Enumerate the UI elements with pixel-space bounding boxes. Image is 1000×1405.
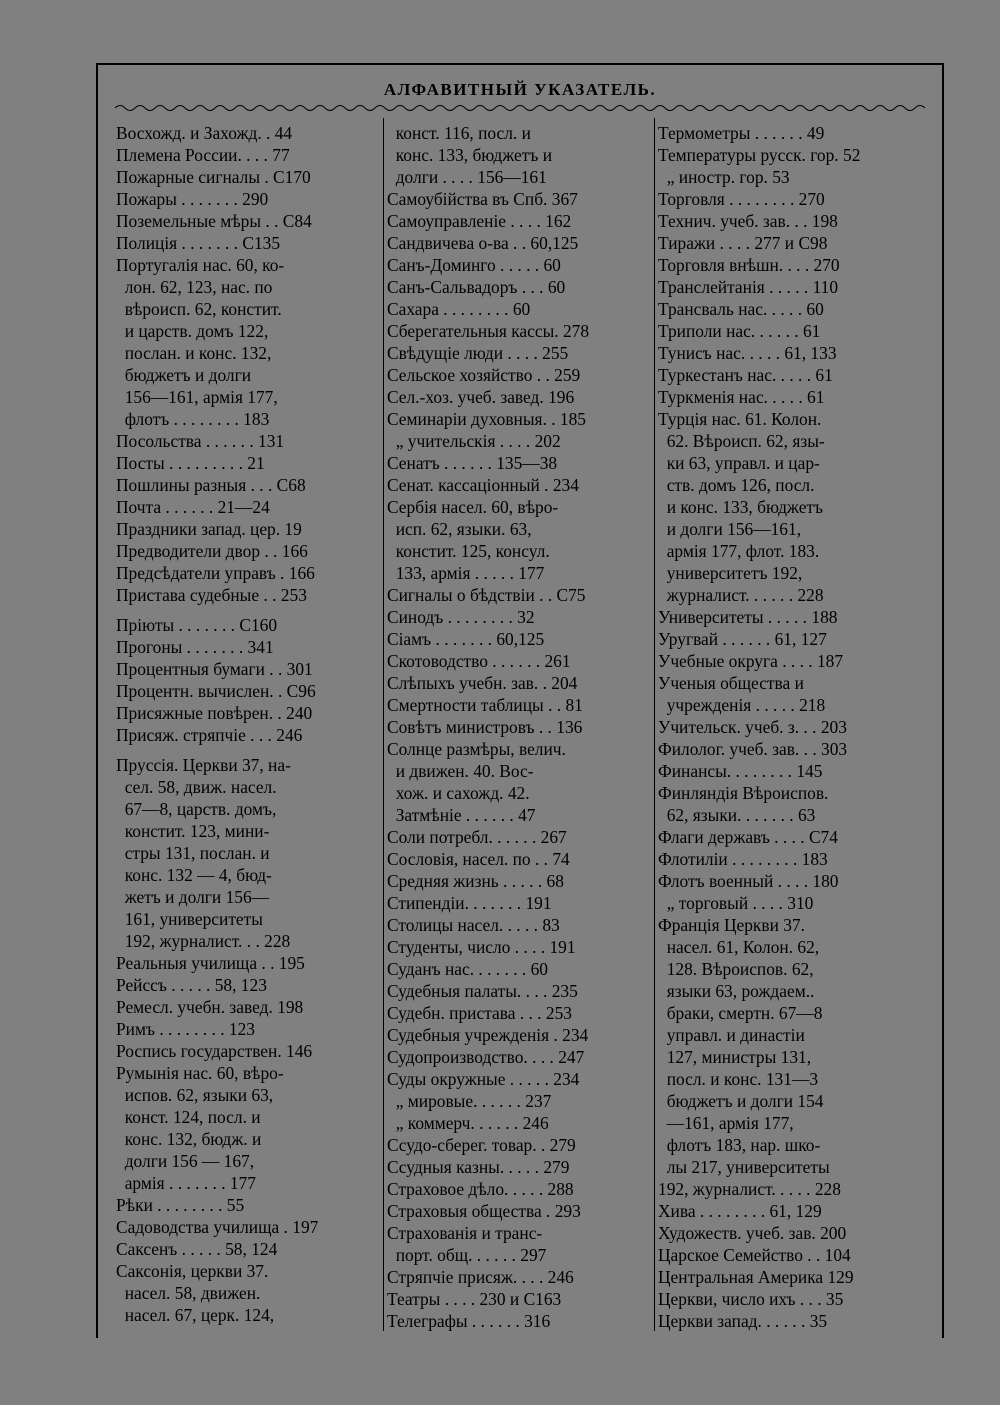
index-entry: конст. 124, посл. и — [116, 1107, 261, 1127]
index-entry: Сіамъ . . . . . . . 60,125 — [387, 629, 545, 649]
index-entry: 62, языки. . . . . . . 63 — [658, 805, 816, 825]
index-entry: „ иностр. гор. 53 — [658, 167, 790, 187]
index-entry: Прогоны . . . . . . . 341 — [116, 637, 274, 657]
index-entry: Сельское хозяйство . . 259 — [387, 365, 581, 385]
index-entry: 156—161, армія 177, — [116, 387, 278, 407]
index-entry: Затмѣніе . . . . . . 47 — [387, 805, 536, 825]
index-entry: Племена России. . . . 77 — [116, 145, 290, 165]
index-entry: журналист. . . . . . 228 — [658, 585, 824, 605]
index-entry: Синодъ . . . . . . . . 32 — [387, 607, 535, 627]
index-entry: Свѣдущіе люди . . . . 255 — [387, 343, 569, 363]
index-entry: Флаги державъ . . . . С74 — [658, 827, 838, 847]
index-entry: 192, журналист. . . 228 — [116, 931, 291, 951]
index-entry: Пруссія. Церкви 37, на- — [116, 755, 291, 775]
index-entry: Португалія нас. 60, ко- — [116, 255, 285, 275]
index-entry: браки, смертн. 67—8 — [658, 1003, 823, 1023]
index-entry: Праздники запад. цер. 19 — [116, 519, 302, 539]
index-column-1 — [116, 122, 382, 1326]
index-entry: управл. и династіи — [658, 1025, 805, 1045]
index-entry: Страховое дѣло. . . . . 288 — [387, 1179, 574, 1199]
index-entry: сел. 58, движ. насел. — [116, 777, 277, 797]
index-entry: 192, журналист. . . . . 228 — [658, 1179, 841, 1199]
index-entry: Пошлины разныя . . . С68 — [116, 475, 306, 495]
index-entry: Сандвичева о-ва . . 60,125 — [387, 233, 579, 253]
index-entry: Совѣтъ министровъ . . 136 — [387, 717, 583, 737]
index-entry: Ученыя общества и — [658, 673, 804, 693]
index-entry: „ учительскія . . . . 202 — [387, 431, 561, 451]
column-divider — [654, 118, 655, 1331]
index-entry: ки 63, управл. и цар- — [658, 453, 820, 473]
index-entry: Пріюты . . . . . . . С160 — [116, 615, 278, 635]
index-entry: Судебныя учрежденія . 234 — [387, 1025, 589, 1045]
index-entry: Посольства . . . . . . 131 — [116, 431, 285, 451]
index-entry: Учебные округа . . . . 187 — [658, 651, 844, 671]
index-entry: Пожарные сигналы . С170 — [116, 167, 311, 187]
index-entry: Туркменія нас. . . . . 61 — [658, 387, 825, 407]
entry-gap — [116, 746, 382, 754]
index-entry: насел. 61, Колон. 62, — [658, 937, 820, 957]
index-entry: Стряпчіе присяж. . . . 246 — [387, 1267, 574, 1287]
index-entry: Садоводства училища . 197 — [116, 1217, 319, 1237]
entry-gap — [116, 606, 382, 614]
wavy-rule — [115, 103, 925, 113]
index-entry: Турція нас. 61. Колон. — [658, 409, 822, 429]
index-entry: флотъ 183, нар. шко- — [658, 1135, 821, 1155]
index-entry: Флотъ военный . . . . 180 — [658, 871, 839, 891]
index-entry: Финансы. . . . . . . . 145 — [658, 761, 823, 781]
index-entry: посл. и конс. 131—3 — [658, 1069, 819, 1089]
index-entry: Солнце размѣры, велич. — [387, 739, 566, 759]
index-entry: и движен. 40. Вос- — [387, 761, 534, 781]
index-entry: Ссудо-сберег. товар. . 279 — [387, 1135, 576, 1155]
index-entry: 161, университеты — [116, 909, 263, 929]
index-entry: долги . . . . 156—161 — [387, 167, 547, 187]
index-entry: Судебн. пристава . . . 253 — [387, 1003, 572, 1023]
index-entry: Художеств. учеб. зав. 200 — [658, 1223, 847, 1243]
index-entry: конс. 133, бюджетъ и — [387, 145, 553, 165]
index-entry: конс. 132 — 4, бюд- — [116, 865, 272, 885]
index-entry: Центральная Америка 129 — [658, 1267, 854, 1287]
index-entry: ств. домъ 126, посл. — [658, 475, 815, 495]
index-entry: Триполи нас. . . . . . 61 — [658, 321, 821, 341]
index-entry: Сенат. кассаціонный . 234 — [387, 475, 579, 495]
index-entry: стры 131, послан. и — [116, 843, 270, 863]
index-entry: лы 217, университеты — [658, 1157, 830, 1177]
index-entry: Слѣпыхъ учебн. зав. . 204 — [387, 673, 578, 693]
index-entry: Почта . . . . . . 21—24 — [116, 497, 270, 517]
index-entry: Восхожд. и Захожд. . 44 — [116, 123, 293, 143]
index-entry: 67—8, царств. домъ, — [116, 799, 277, 819]
index-entry: Филолог. учеб. зав. . . 303 — [658, 739, 848, 759]
index-entry: Сахара . . . . . . . . 60 — [387, 299, 531, 319]
index-entry: жетъ и долги 156— — [116, 887, 270, 907]
index-entry: Рейссъ . . . . . 58, 123 — [116, 975, 267, 995]
index-entry: университетъ 192, — [658, 563, 803, 583]
index-entry: Стипендіи. . . . . . . 191 — [387, 893, 552, 913]
index-entry: долги 156 — 167, — [116, 1151, 255, 1171]
page-title: АЛФАВИТНЫЙ УКАЗАТЕЛЬ. — [383, 80, 657, 99]
index-entry: Транслейтанія . . . . . 110 — [658, 277, 839, 297]
index-entry: Предводители двор . . 166 — [116, 541, 308, 561]
index-entry: бюджетъ и долги 154 — [658, 1091, 824, 1111]
index-entry: Самоуправленіе . . . . 162 — [387, 211, 572, 231]
index-entry: „ мировые. . . . . . 237 — [387, 1091, 552, 1111]
index-entry: Присяжные повѣрен. . 240 — [116, 703, 313, 723]
index-entry: Сигналы о бѣдствіи . . С75 — [387, 585, 586, 605]
index-entry: конс. 132, бюдж. и — [116, 1129, 262, 1149]
index-entry: Царское Семейство . . 104 — [658, 1245, 851, 1265]
index-entry: Предсѣдатели управъ . 166 — [116, 563, 315, 583]
index-entry: Столицы насел. . . . . 83 — [387, 915, 560, 935]
index-entry: Ремесл. учебн. завед. 198 — [116, 997, 304, 1017]
index-entry: Финляндія Вѣроиспов. — [658, 783, 829, 803]
index-entry: Трансваль нас. . . . . 60 — [658, 299, 824, 319]
index-entry: Судопроизводство. . . . 247 — [387, 1047, 585, 1067]
index-entry: армія 177, флот. 183. — [658, 541, 820, 561]
index-entry: Посты . . . . . . . . . 21 — [116, 453, 265, 473]
index-entry: языки 63, рождаем.. — [658, 981, 815, 1001]
index-entry: Суданъ нас. . . . . . . 60 — [387, 959, 548, 979]
index-entry: Присяж. стряпчіе . . . 246 — [116, 725, 303, 745]
index-entry: Франція Церкви 37. — [658, 915, 805, 935]
index-entry: порт. общ. . . . . . 297 — [387, 1245, 547, 1265]
index-entry: Процентныя бумаги . . 301 — [116, 659, 313, 679]
index-entry: Торговля внѣшн. . . . 270 — [658, 255, 840, 275]
index-entry: Флотиліи . . . . . . . . 183 — [658, 849, 828, 869]
index-column-3 — [658, 122, 924, 1332]
index-entry: Санъ-Сальвадоръ . . . 60 — [387, 277, 566, 297]
index-entry: исп. 62, языки. 63, — [387, 519, 532, 539]
index-entry: и царств. домъ 122, — [116, 321, 269, 341]
index-entry: Процентн. вычислен. . С96 — [116, 681, 316, 701]
index-entry: Тунисъ нас. . . . . 61, 133 — [658, 343, 837, 363]
index-entry: Рѣки . . . . . . . . 55 — [116, 1195, 245, 1215]
index-entry: Суды окружные . . . . . 234 — [387, 1069, 580, 1089]
index-entry: Телеграфы . . . . . . 316 — [387, 1311, 551, 1331]
index-entry: Торговля . . . . . . . . 270 — [658, 189, 825, 209]
index-entry: конст. 116, посл. и — [387, 123, 531, 143]
index-entry: Санъ-Доминго . . . . . 60 — [387, 255, 561, 275]
index-entry: Семинаріи духовныя. . 185 — [387, 409, 586, 429]
index-entry: Сословія, насел. по . . 74 — [387, 849, 570, 869]
index-entry: Технич. учеб. зав. . . 198 — [658, 211, 838, 231]
index-entry: Судебныя палаты. . . . 235 — [387, 981, 578, 1001]
index-entry: Термометры . . . . . . 49 — [658, 123, 825, 143]
index-entry: Театры . . . . 230 и С163 — [387, 1289, 562, 1309]
index-entry: бюджетъ и долги — [116, 365, 252, 385]
index-entry: и долги 156—161, — [658, 519, 802, 539]
index-entry: Уругвай . . . . . . 61, 127 — [658, 629, 827, 649]
index-entry: Реальныя училища . . 195 — [116, 953, 305, 973]
index-entry: Пожары . . . . . . . 290 — [116, 189, 269, 209]
index-entry: Роспись государствен. 146 — [116, 1041, 313, 1061]
index-entry: 133, армія . . . . . 177 — [387, 563, 545, 583]
index-entry: лон. 62, 123, нас. по — [116, 277, 273, 297]
index-entry: Пристава судебные . . 253 — [116, 585, 307, 605]
index-entry: Соли потребл. . . . . . 267 — [387, 827, 567, 847]
column-divider — [383, 118, 384, 1331]
index-entry: вѣроисп. 62, констит. — [116, 299, 282, 319]
index-entry: констит. 123, мини- — [116, 821, 270, 841]
index-entry: Сенатъ . . . . . . 135—38 — [387, 453, 558, 473]
index-entry: армія . . . . . . . 177 — [116, 1173, 256, 1193]
index-entry: Самоубійства въ Спб. 367 — [387, 189, 578, 209]
index-entry: Саксенъ . . . . . 58, 124 — [116, 1239, 278, 1259]
index-entry: Сел.-хоз. учеб. завед. 196 — [387, 387, 575, 407]
index-entry: Тиражи . . . . 277 и С98 — [658, 233, 828, 253]
index-entry: Ссудныя казны. . . . . 279 — [387, 1157, 570, 1177]
index-entry: учрежденія . . . . . 218 — [658, 695, 826, 715]
index-entry: —161, армія 177, — [658, 1113, 794, 1133]
index-entry: 62. Вѣроисп. 62, язы- — [658, 431, 825, 451]
index-entry: насел. 67, церк. 124, — [116, 1305, 275, 1325]
index-entry: Саксонія, церкви 37. — [116, 1261, 269, 1281]
index-entry: 127, министры 131, — [658, 1047, 812, 1067]
index-entry: Римъ . . . . . . . . 123 — [116, 1019, 255, 1039]
index-entry: Средняя жизнь . . . . . 68 — [387, 871, 564, 891]
index-entry: Страхованія и транс- — [387, 1223, 543, 1243]
index-entry: Хива . . . . . . . . 61, 129 — [658, 1201, 822, 1221]
index-entry: Студенты, число . . . . 191 — [387, 937, 576, 957]
index-entry: послан. и конс. 132, — [116, 343, 272, 363]
index-entry: 128. Вѣроиспов. 62, — [658, 959, 814, 979]
index-entry: хож. и сахожд. 42. — [387, 783, 530, 803]
index-entry: Страховыя общества . 293 — [387, 1201, 581, 1221]
index-entry: Скотоводство . . . . . . 261 — [387, 651, 571, 671]
index-entry: констит. 125, консул. — [387, 541, 550, 561]
index-entry: Церкви, число ихъ . . . 35 — [658, 1289, 844, 1309]
index-entry: „ коммерч. . . . . . 246 — [387, 1113, 549, 1133]
index-entry: флотъ . . . . . . . . 183 — [116, 409, 270, 429]
index-entry: Румынія нас. 60, вѣро- — [116, 1063, 284, 1083]
index-entry: Поземельные мѣры . . С84 — [116, 211, 312, 231]
index-entry: Университеты . . . . . 188 — [658, 607, 838, 627]
index-entry: Церкви запад. . . . . . 35 — [658, 1311, 828, 1331]
index-entry: Смертности таблицы . . 81 — [387, 695, 583, 715]
index-entry: испов. 62, языки 63, — [116, 1085, 274, 1105]
index-entry: насел. 58, движен. — [116, 1283, 261, 1303]
index-entry: Температуры русск. гор. 52 — [658, 145, 861, 165]
index-entry: Туркестанъ нас. . . . . 61 — [658, 365, 833, 385]
index-entry: Полиція . . . . . . . С135 — [116, 233, 281, 253]
index-entry: и конс. 133, бюджетъ — [658, 497, 824, 517]
index-entry: Сербія насел. 60, вѣро- — [387, 497, 559, 517]
index-entry: Сберегательныя кассы. 278 — [387, 321, 590, 341]
index-entry: Учительск. учеб. з. . . 203 — [658, 717, 847, 737]
index-entry: „ торговый . . . . 310 — [658, 893, 814, 913]
index-column-2 — [387, 122, 653, 1332]
